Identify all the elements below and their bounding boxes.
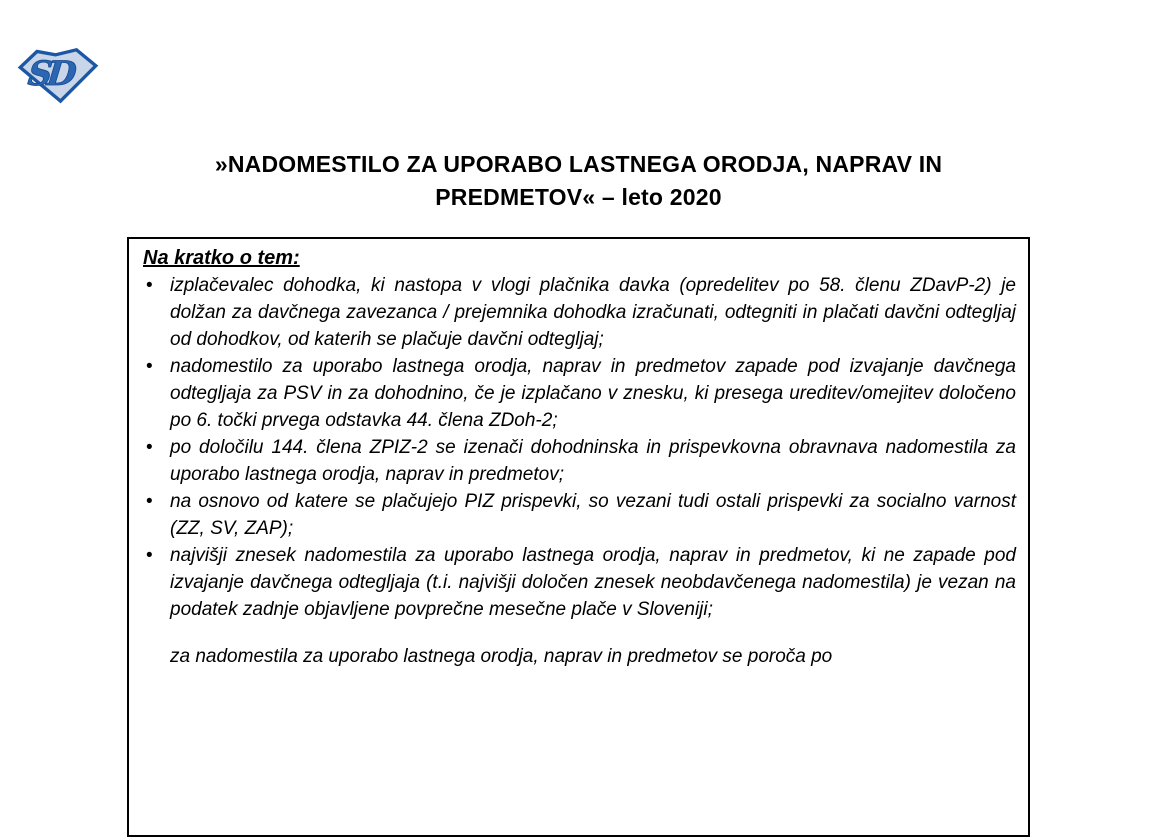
title-line-2: PREDMETOV« – leto 2020 — [435, 184, 722, 210]
summary-heading: Na kratko o tem: — [143, 247, 300, 269]
bullet-item-4: • na osnovo od katere se plačujejo PIZ prispevki, so vezani tudi ostali prispevki za socialno varnost (ZZ, SV, ZAP); — [143, 488, 1016, 542]
bullet-item-3: • po določilu 144. člena ZPIZ-2 se izenači dohodninska in prispevkovna obravnava nadomestila za uporabo lastnega orodja, naprav in predmetov; — [143, 434, 1016, 488]
summary-bullet-list — [143, 272, 1016, 623]
summary-box — [127, 237, 1030, 837]
clipped-paragraph: za nadomestila za uporabo lastnega orodja, naprav in predmetov se poroča po — [170, 646, 833, 667]
document-title — [0, 148, 1157, 214]
bullet-item-5: • najvišji znesek nadomestila za uporabo lastnega orodja, naprav in predmetov, ki ne zapade pod izvajanje davčnega odtegljaja (t.i. najvišji določen znesek neobdavčenega nadomestila) je vezan na podatek zadnje objavljene povprečne mesečne plače v Sloveniji; — [143, 542, 1016, 623]
title-line-1: »NADOMESTILO ZA UPORABO LASTNEGA ORODJA, NAPRAV IN — [214, 151, 943, 177]
logo-monogram: SD — [26, 53, 74, 94]
sd-diamond-logo — [16, 45, 100, 105]
bullet-item-2: • nadomestilo za uporabo lastnega orodja, naprav in predmetov zapade pod izvajanje davčnega odtegljaja za PSV in za dohodnino, če je izplačano v znesku, ki presega ureditev/omejitev določeno po 6. točki prvega odstavka 44. člena ZDoh-2; — [143, 353, 1016, 434]
bullet-item-1: • izplačevalec dohodka, ki nastopa v vlogi plačnika davka (opredelitev po 58. členu ZDavP-2) je dolžan za davčnega zavezanca / prejemnika dohodka izračunati, odtegniti in plačati davčni odtegljaj od dohodkov, od katerih se plačuje davčni odtegljaj; — [143, 272, 1016, 353]
